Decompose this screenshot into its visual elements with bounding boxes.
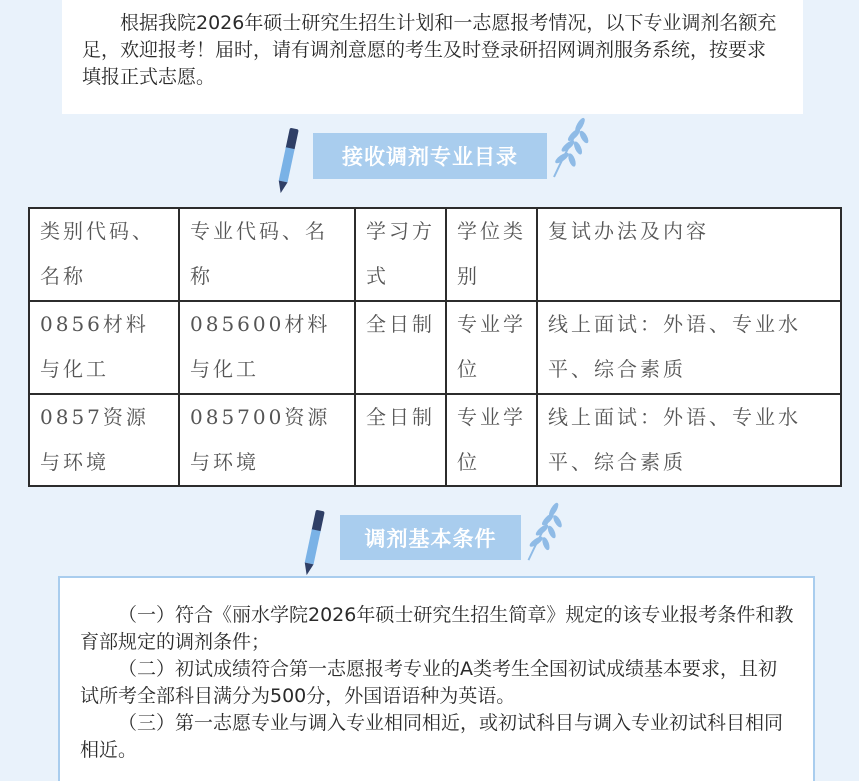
section-title-directory: 接收调剂专业目录 [313,133,547,179]
header-retest: 复试办法及内容 [537,208,841,301]
condition-item: （三）第一志愿专业与调入专业相同相近，或初试科目与调入专业初试科目相同相近。 [80,712,784,761]
major-directory-table [28,207,840,487]
intro-box [62,0,803,114]
cell-degree-type: 专业学位 [446,394,537,486]
cell-degree-type: 专业学位 [446,301,537,393]
intro-text: 根据我院2026年硕士研究生招生计划和一志愿报考情况，以下专业调剂名额充足，欢迎报考！届时，请有调剂意愿的考生及时登录研招网调剂服务系统，按要求填报正式志愿。 [82,12,777,88]
pen-icon [298,508,330,578]
table-row [29,394,841,486]
header-study-mode: 学习方式 [355,208,446,301]
cell-major: 085600材料与化工 [179,301,355,393]
cell-category: 0857资源与环境 [29,394,179,486]
wheat-leaf-icon [522,500,564,564]
cell-retest: 线上面试：外语、专业水平、综合素质 [537,394,841,486]
conditions-box [58,576,815,781]
header-major: 专业代码、名称 [179,208,355,301]
cell-study-mode: 全日制 [355,301,446,393]
cell-retest: 线上面试：外语、专业水平、综合素质 [537,301,841,393]
condition-item: （一）符合《丽水学院2026年硕士研究生招生简章》规定的该专业报考条件和教育部规定的调剂条件； [80,604,794,653]
pen-icon [272,126,304,196]
table-header-row [29,208,841,301]
condition-item: （二）初试成绩符合第一志愿报考专业的A类考生全国初试成绩基本要求，且初试所考全部科目满分为500分，外国语语种为英语。 [80,658,777,707]
cell-major: 085700资源与环境 [179,394,355,486]
wheat-leaf-icon [548,115,590,181]
table-row [29,301,841,393]
header-degree-type: 学位类别 [446,208,537,301]
cell-category: 0856材料与化工 [29,301,179,393]
section-title-conditions: 调剂基本条件 [340,515,521,560]
cell-study-mode: 全日制 [355,394,446,486]
header-category: 类别代码、名称 [29,208,179,301]
